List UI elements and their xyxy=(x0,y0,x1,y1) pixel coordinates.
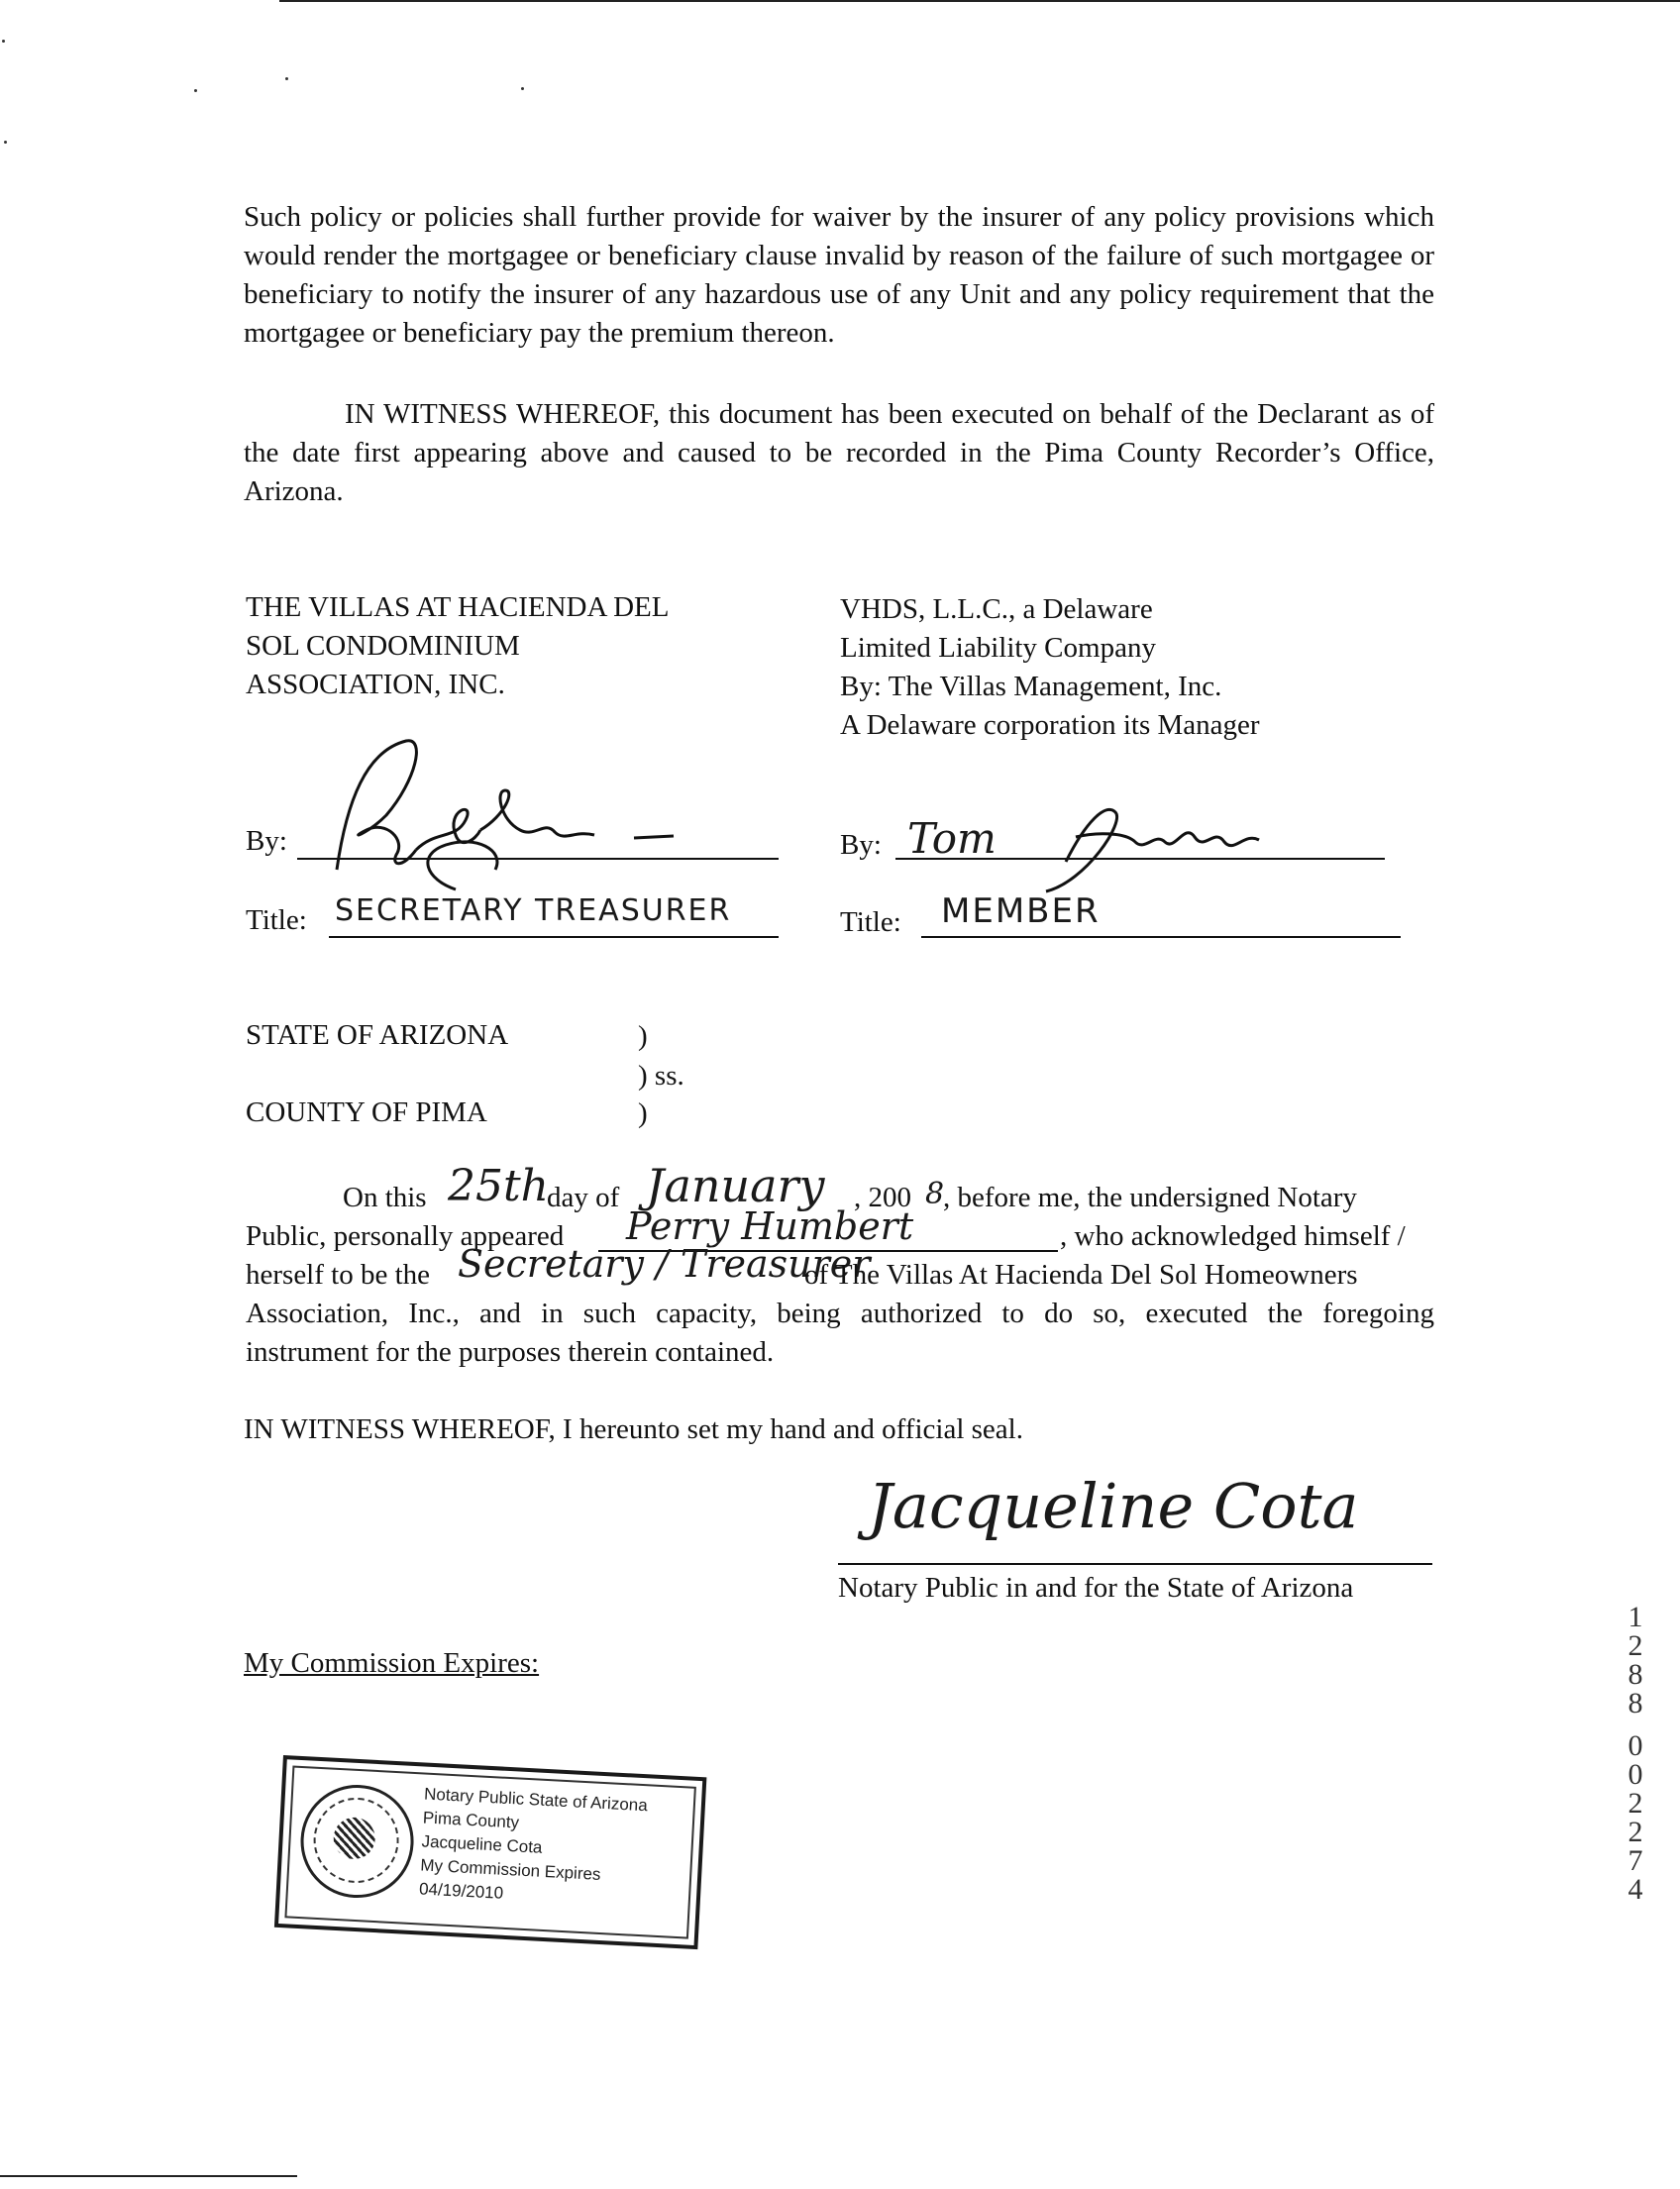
ack-name-handwritten: Perry Humbert xyxy=(626,1204,914,1248)
left-by-label: By: xyxy=(246,825,287,857)
ack-day-handwritten: 25th xyxy=(448,1161,550,1211)
ack-month-handwritten: January xyxy=(646,1159,825,1212)
ack-line4: Association, Inc., and in such capacity, being authorized to do so, executed the foregoing xyxy=(246,1298,1434,1329)
right-title-line xyxy=(921,936,1401,938)
notary-stamp xyxy=(274,1755,707,1949)
left-title-handwritten: SECRETARY TREASURER xyxy=(335,893,732,928)
stamp-text: Notary Public State of Arizona Pima County Jacqueline Cota My Commission Expires 04/19/2010 xyxy=(418,1784,649,1903)
right-by-label: By: xyxy=(840,829,882,861)
ack-line1-start: On this xyxy=(343,1182,427,1213)
venue-state: STATE OF ARIZONA xyxy=(246,1019,509,1051)
right-signature-image xyxy=(1026,792,1284,901)
page-bottom-edge xyxy=(0,2175,297,2177)
ack-line5: instrument for the purposes therein contained. xyxy=(246,1336,775,1368)
commission-expires-label: My Commission Expires: xyxy=(244,1647,540,1679)
venue-county: COUNTY OF PIMA xyxy=(246,1096,487,1128)
right-title-label: Title: xyxy=(840,906,901,938)
ack-capacity-handwritten: Secretary / Treasurer xyxy=(458,1242,871,1286)
witness-paragraph: IN WITNESS WHEREOF, this document has been executed on behalf of the Declarant as of the date first appearing above and caused to be recorded in the Pima County Recorder’s Office, Arizona. xyxy=(244,398,1434,507)
right-signature-handwritten: Tom xyxy=(907,814,997,863)
notary-witness-line: IN WITNESS WHEREOF, I hereunto set my hand and official seal. xyxy=(244,1413,1023,1445)
ack-before-me: , before me, the undersigned Notary xyxy=(943,1182,1357,1213)
venue-ss: ) ss. xyxy=(638,1060,684,1092)
page-top-edge xyxy=(279,0,1680,2)
ack-herself-to-be: herself to be the xyxy=(246,1259,431,1291)
left-party-block: THE VILLAS AT HACIENDA DEL SOL CONDOMINIUM ASSOCIATION, INC. xyxy=(246,591,670,700)
scan-speck xyxy=(4,141,7,144)
scan-speck xyxy=(194,89,197,92)
ack-who-acknowledged: , who acknowledged himself / xyxy=(1060,1220,1406,1252)
left-title-label: Title: xyxy=(246,904,307,936)
scan-speck xyxy=(2,40,5,43)
ack-day-of: day of xyxy=(547,1182,620,1213)
right-title-handwritten: MEMBER xyxy=(941,891,1101,931)
ack-public-appeared: Public, personally appeared xyxy=(246,1220,565,1252)
left-title-line xyxy=(329,936,779,938)
right-party-block: VHDS, L.L.C., a Delaware Limited Liability Company By: The Villas Management, Inc. A Delaware corporation its Manager xyxy=(840,593,1260,741)
notary-signature-line xyxy=(838,1563,1432,1565)
notary-signature-handwritten: Jacqueline Cota xyxy=(868,1470,1359,1542)
venue-paren-top: ) xyxy=(638,1020,648,1052)
recording-number: 1 2 8 8 0 0 2 2 7 4 xyxy=(1628,1601,1643,1906)
ack-of-association: of The Villas At Hacienda Del Sol Homeowners xyxy=(804,1259,1358,1291)
notary-caption: Notary Public in and for the State of Arizona xyxy=(838,1572,1354,1604)
ack-year-digit: 8 xyxy=(925,1177,945,1211)
ack-year-prefix: , 200 xyxy=(854,1182,911,1213)
insurance-paragraph: Such policy or policies shall further provide for waiver by the insurer of any policy provisions which would render the mortgagee or beneficiary clause invalid by reason of the failure of such mortgagee or beneficiary to notify the insurer of any hazardous use of any Unit and any policy requirement that the mortgagee or beneficiary pay the premium thereon. xyxy=(244,201,1434,349)
left-signature-image xyxy=(307,721,683,909)
venue-paren-bottom: ) xyxy=(638,1097,648,1129)
scan-speck xyxy=(285,77,288,80)
scan-speck xyxy=(521,87,524,90)
